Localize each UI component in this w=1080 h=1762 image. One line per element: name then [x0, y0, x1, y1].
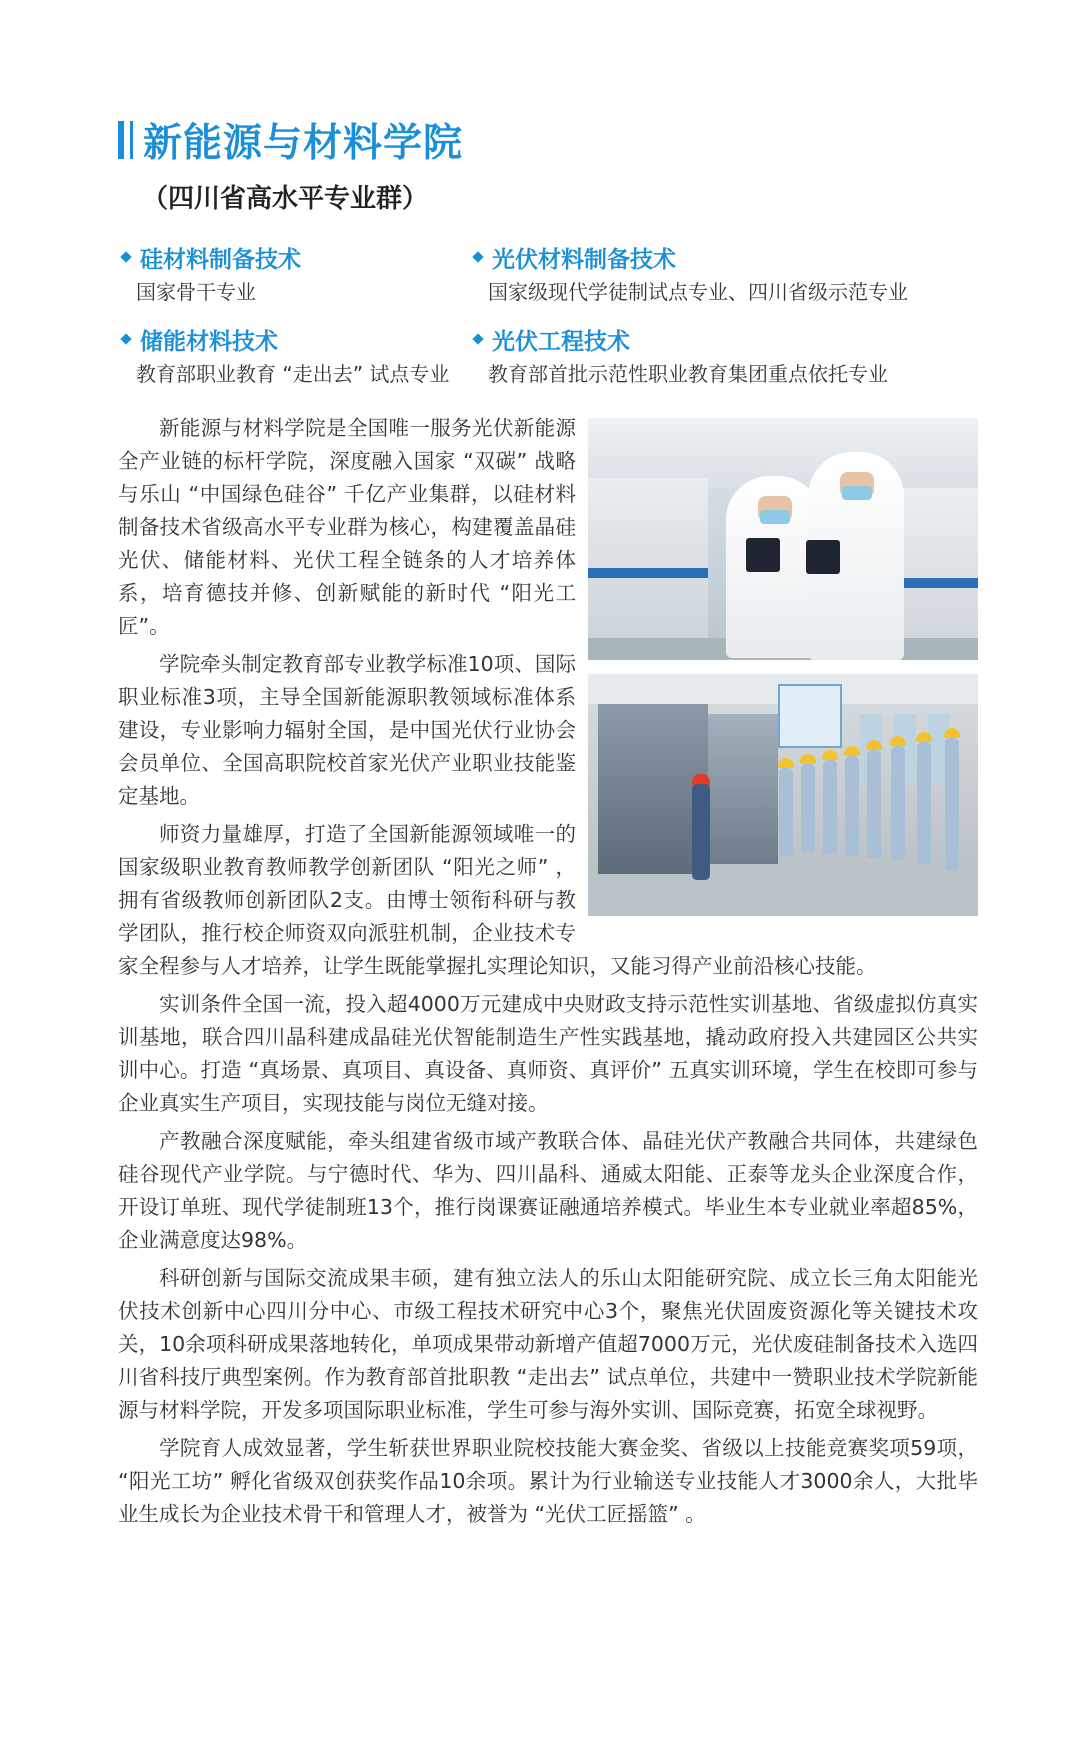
paragraph: 产教融合深度赋能，牵头组建省级市域产教联合体、晶硅光伏产教融合共同体，共建绿色硅谷现代产业学院。与宁德时代、华为、四川晶科、通威太阳能、正泰等龙头企业深度合作，开设订单班、现代学徒制班13个，推行岗课赛证融通培养模式。毕业生本专业就业率超85%，企业满意度达98%。 — [118, 1129, 978, 1252]
training-hall-photo-icon — [588, 674, 978, 916]
major-desc: 国家骨干专业 — [136, 280, 256, 304]
major-desc: 国家级现代学徒制试点专业、四川省级示范专业 — [488, 280, 908, 304]
page-subtitle: （四川省高水平专业群） — [142, 184, 429, 214]
paragraph: 科研创新与国际交流成果丰硕，建有独立法人的乐山太阳能研究院、成立长三角太阳能光伏技术创新中心四川分中心、市级工程技术研究中心3个，聚焦光伏固废资源化等关键技术攻关，10余项科研成果落地转化，单项成果带动新增产值超7000万元，光伏废硅制备技术入选四川省科技厅典型案例。作为教育部首批职教 “走出去” 试点单位，共建中一赞职业技术学院新能源与材料学院，开发多项国际职业标准，学生可参与海外实训、国际竞赛，拓宽全球视野。 — [118, 1266, 978, 1422]
section-header — [118, 112, 463, 168]
cleanroom-photo-icon — [588, 418, 978, 660]
major-desc: 教育部首批示范性职业教育集团重点依托专业 — [488, 362, 888, 386]
diamond-bullet-icon — [472, 251, 483, 262]
major-name: 光伏材料制备技术 — [492, 246, 676, 273]
diamond-bullet-icon — [120, 333, 131, 344]
paragraph: 学院育人成效显著，学生斩获世界职业院校技能大赛金奖、省级以上技能竞赛奖项59项， “阳光工坊” 孵化省级双创获奖作品10余项。累计为行业输送专业技能人才3000余人，大批毕业生成长为企业技术骨干和管理人才，被誉为 “光伏工匠摇篮” 。 — [118, 1436, 978, 1526]
paragraph: 学院牵头制定教育部专业教学标准10项、国际职业标准3项，主导全国新能源职教领域标准体系建设，专业影响力辐射全国，是中国光伏行业协会会员单位、全国高职院校首家光伏产业职业技能鉴定基地。 — [118, 652, 576, 808]
page-title: 新能源与材料学院 — [143, 121, 464, 166]
major-name: 光伏工程技术 — [492, 328, 630, 355]
diamond-bullet-icon — [120, 251, 131, 262]
paragraph: 实训条件全国一流，投入超4000万元建成中央财政支持示范性实训基地、省级虚拟仿真实训基地，联合四川晶科建成晶硅光伏智能制造生产性实践基地，撬动政府投入共建园区公共实训中心。打造 “真场景、真项目、真设备、真师资、真评价” 五真实训环境，学生在校即可参与企业真实生产项目，实现技能与岗位无缝对接。 — [118, 992, 978, 1115]
major-name: 储能材料技术 — [140, 328, 278, 355]
paragraph: 新能源与材料学院是全国唯一服务光伏新能源全产业链的标杆学院，深度融入国家 “双碳” 战略与乐山 “中国绿色硅谷” 千亿产业集群，以硅材料制备技术省级高水平专业群为核心，构建覆盖晶硅光伏、储能材料、光伏工程全链条的人才培养体系，培育德技并修、创新赋能的新时代 “阳光工匠”。 — [118, 416, 576, 638]
major-item — [470, 240, 930, 308]
title-accent-bar-icon — [118, 121, 133, 159]
paragraph: 师资力量雄厚，打造了全国新能源领域唯一的国家级职业教育教师教学创新团队 “阳光之师” ，拥有省级教师创新团队2支。由博士领衔科研与教学团队，推行校企师资双向派驻机制，企业技术专家全程参与人才培养，让学生既能掌握扎实理论知识，又能习得产业前沿核心技能。 — [118, 822, 877, 978]
photo-column — [588, 418, 978, 926]
major-name: 硅材料制备技术 — [140, 246, 301, 273]
diamond-bullet-icon — [472, 333, 483, 344]
major-item — [470, 322, 930, 390]
body-text — [118, 412, 978, 1536]
major-desc: 教育部职业教育 “走出去” 试点专业 — [136, 362, 450, 386]
